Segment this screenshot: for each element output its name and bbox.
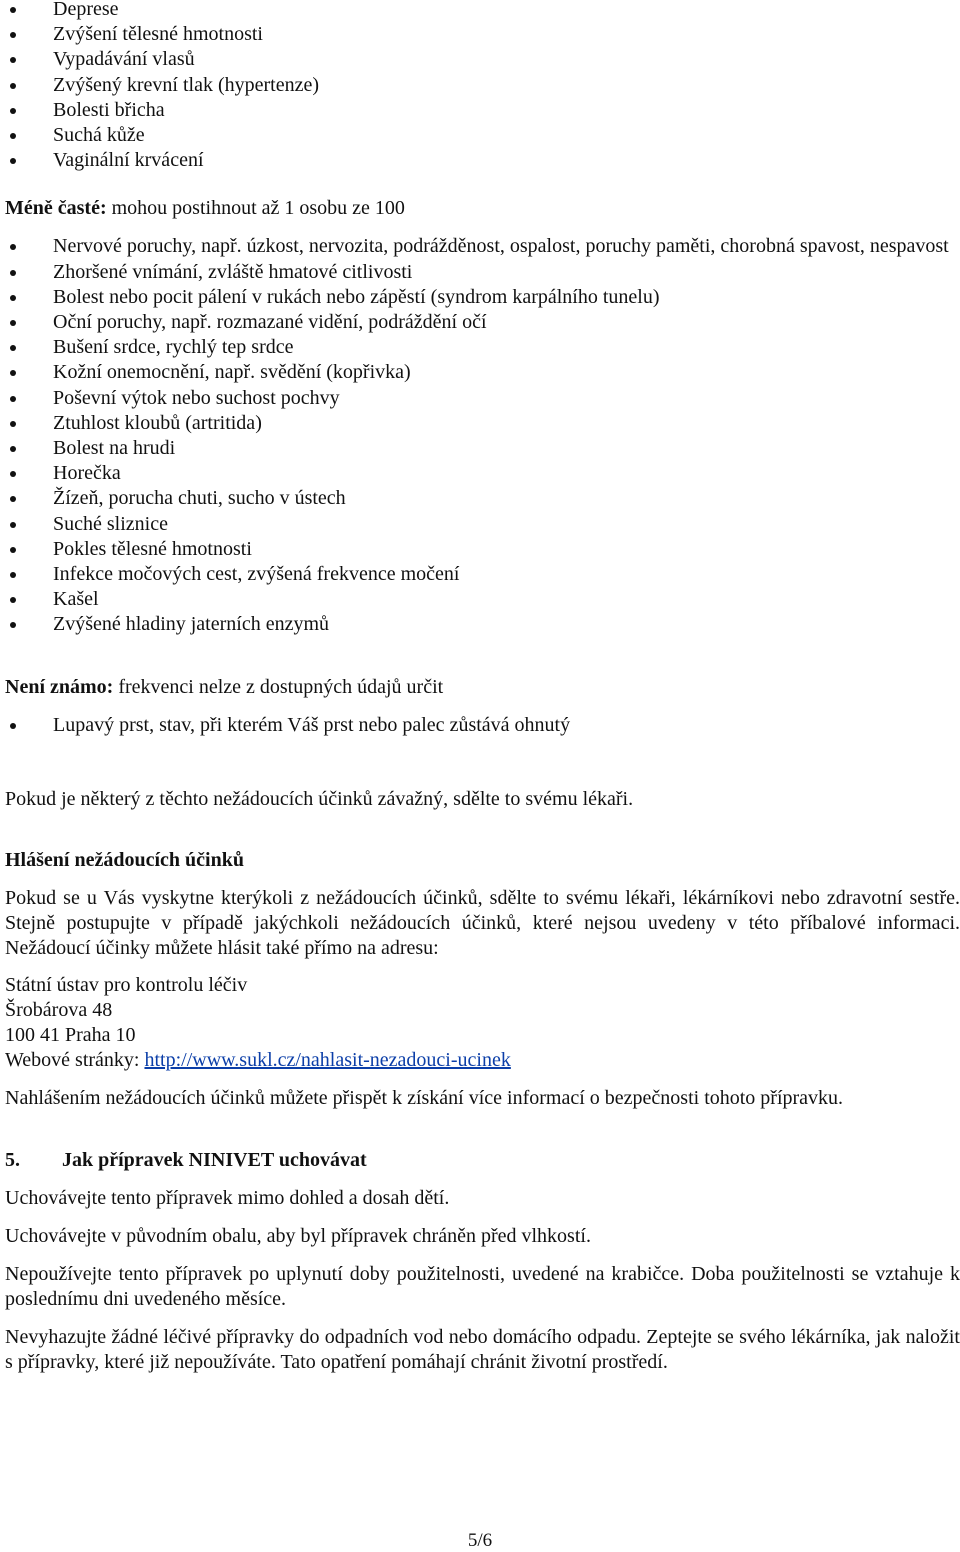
section-title: Jak přípravek NINIVET uchovávat [62, 1148, 367, 1171]
bullet-icon [10, 446, 16, 452]
bullet-icon [10, 108, 16, 114]
address-line: Šrobárova 48 [5, 998, 113, 1021]
storage-paragraph: Uchovávejte v původním obalu, aby byl přípravek chráněn před vlhkostí. [5, 1224, 591, 1247]
list-item: Horečka [5, 461, 960, 486]
serious-side-effects-note: Pokud je některý z těchto nežádoucích účinků závažný, sdělte to svému lékaři. [5, 787, 634, 810]
bullet-icon [10, 7, 16, 13]
list-item: Bolest na hrudi [5, 436, 960, 461]
frequency-text: frekvenci nelze z dostupných údajů určit [113, 675, 444, 698]
bullet-icon [10, 32, 16, 38]
bullet-icon [10, 270, 16, 276]
list-item: Vaginální krvácení [5, 148, 960, 173]
section-number: 5. [5, 1148, 20, 1171]
bullet-icon [10, 370, 16, 376]
list-item: Pokles tělesné hmotnosti [5, 537, 960, 562]
website-label: Webové stránky: [5, 1048, 145, 1071]
bullet-icon [10, 723, 16, 729]
bullet-icon [10, 572, 16, 578]
side-effects-list-top [5, 0, 960, 173]
list-item: Zvýšené hladiny jaterních enzymů [5, 612, 960, 637]
website-line [5, 1048, 960, 1073]
address-line: 100 41 Praha 10 [5, 1023, 136, 1046]
list-item: Nervové poruchy, např. úzkost, nervozita, podrážděnost, ospalost, poruchy paměti, chorobná spavost, nespavost [5, 234, 960, 259]
list-item: Suchá kůže [5, 123, 960, 148]
document-page [5, 0, 960, 1375]
storage-paragraph: Uchovávejte tento přípravek mimo dohled a dosah dětí. [5, 1186, 450, 1209]
list-item: Kožní onemocnění, např. svědění (kopřivka) [5, 360, 960, 385]
reporting-paragraph: Pokud se u Vás vyskytne kterýkoli z nežádoucích účinků, sdělte to svému lékaři, lékárníkovi nebo zdravotní sestře. Stejně postupujte v případě jakýchkoli nežádoucích účinků, které nejsou uvedeny v této příbalové informaci. Nežádoucí účinky můžete hlásit také přímo na adresu: [5, 886, 960, 959]
list-item: Bušení srdce, rychlý tep srdce [5, 335, 960, 360]
list-item: Žízeň, porucha chuti, sucho v ústech [5, 486, 960, 511]
list-item: Zvýšení tělesné hmotnosti [5, 22, 960, 47]
frequency-unknown [5, 675, 960, 700]
bullet-icon [10, 320, 16, 326]
list-item: Suché sliznice [5, 512, 960, 537]
frequency-text: mohou postihnout až 1 osobu ze 100 [106, 197, 405, 220]
frequency-uncommon [5, 196, 960, 221]
list-item: Lupavý prst, stav, při kterém Váš prst nebo palec zůstává ohnutý [5, 713, 960, 738]
storage-paragraph: Nepoužívejte tento přípravek po uplynutí doby použitelnosti, uvedené na krabičce. Doba použitelnosti se vztahuje k poslednímu dni uvedeného měsíce. [5, 1262, 960, 1310]
bullet-icon [10, 57, 16, 63]
bullet-icon [10, 622, 16, 628]
list-item: Bolest nebo pocit pálení v rukách nebo zápěstí (syndrom karpálního tunelu) [5, 285, 960, 310]
side-effects-list-unknown [5, 713, 960, 738]
bullet-icon [10, 158, 16, 164]
reporting-website-link[interactable]: http://www.sukl.cz/nahlasit-nezadouci-ucinek [144, 1048, 511, 1071]
reporting-address [5, 973, 960, 1073]
list-item: Vypadávání vlasů [5, 47, 960, 72]
list-item: Bolesti břicha [5, 98, 960, 123]
bullet-icon [10, 345, 16, 351]
bullet-icon [10, 244, 16, 250]
bullet-icon [10, 496, 16, 502]
side-effects-list-uncommon [5, 234, 960, 637]
bullet-icon [10, 83, 16, 89]
bullet-icon [10, 522, 16, 528]
bullet-icon [10, 133, 16, 139]
bullet-icon [10, 396, 16, 402]
list-item: Oční poruchy, např. rozmazané vidění, podráždění očí [5, 310, 960, 335]
bullet-icon [10, 471, 16, 477]
list-item: Zhoršené vnímání, zvláště hmatové citlivosti [5, 260, 960, 285]
bullet-icon [10, 421, 16, 427]
list-item: Zvýšený krevní tlak (hypertenze) [5, 73, 960, 98]
list-item: Poševní výtok nebo suchost pochvy [5, 386, 960, 411]
bullet-icon [10, 597, 16, 603]
list-item: Deprese [5, 0, 960, 22]
list-item: Kašel [5, 587, 960, 612]
storage-paragraph: Nevyhazujte žádné léčivé přípravky do odpadních vod nebo domácího odpadu. Zeptejte se svého lékárníka, jak naložit s přípravky, které již nepoužíváte. Tato opatření pomáhají chránit životní prostředí. [5, 1325, 960, 1373]
reporting-heading: Hlášení nežádoucích účinků [5, 848, 244, 871]
frequency-label: Méně časté: [5, 197, 107, 220]
address-line: Státní ústav pro kontrolu léčiv [5, 973, 248, 996]
list-item: Infekce močových cest, zvýšená frekvence močení [5, 562, 960, 587]
page-number: 5/6 [467, 1530, 493, 1551]
list-item: Ztuhlost kloubů (artritida) [5, 411, 960, 436]
reporting-closing: Nahlášením nežádoucích účinků můžete přispět k získání více informací o bezpečnosti tohoto přípravku. [5, 1086, 844, 1109]
frequency-label: Není známo: [5, 675, 114, 698]
bullet-icon [10, 295, 16, 301]
bullet-icon [10, 547, 16, 553]
section-5-heading [5, 1148, 960, 1173]
